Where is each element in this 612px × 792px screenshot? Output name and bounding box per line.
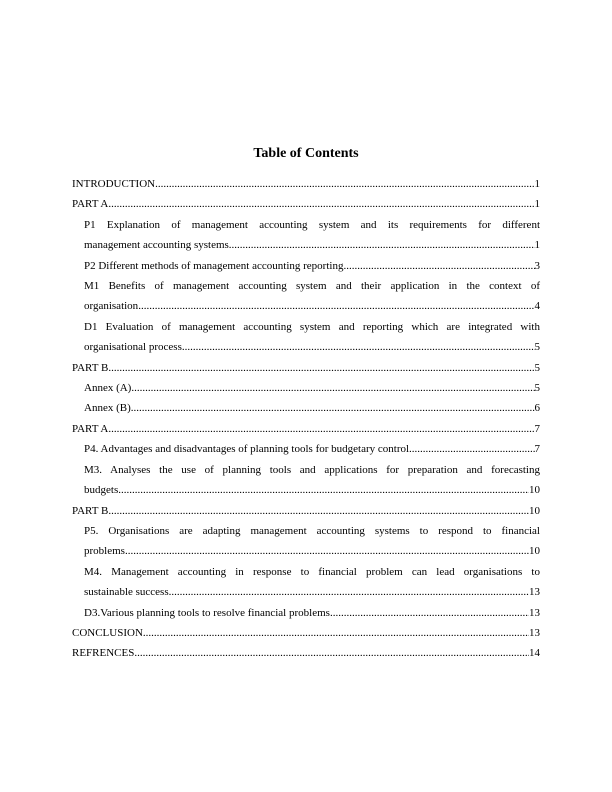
toc-entry[interactable] [72, 215, 540, 256]
toc-entry-text: management accounting systems [84, 239, 229, 252]
toc-entry[interactable] [72, 460, 540, 501]
toc-entry-text: INTRODUCTION [72, 178, 156, 190]
toc-entry-text-first-line: M1 Benefits of management accounting system and their application in the context of [84, 280, 540, 293]
toc-page-number: 4 [534, 300, 540, 313]
toc-entry[interactable] [72, 623, 540, 643]
toc-entry[interactable] [72, 643, 540, 663]
toc-entry[interactable] [72, 276, 540, 317]
toc-entry-text-first-line: P5. Organisations are adapting management accounting systems to respond to financial [84, 524, 540, 537]
toc-dot-leader [182, 337, 535, 357]
toc-entry-text: P4. Advantages and disadvantages of planning tools for budgetary control [84, 443, 410, 456]
toc-entry[interactable] [72, 358, 540, 378]
toc-entry-text: sustainable success [84, 586, 169, 599]
toc-entry[interactable] [72, 521, 540, 562]
toc-dot-leader [131, 398, 535, 418]
toc-page-number: 13 [529, 626, 540, 639]
toc-page-number: 5 [534, 382, 540, 395]
toc-dot-leader [229, 235, 535, 255]
toc-page-number: 5 [534, 341, 540, 354]
toc-dot-leader [108, 194, 534, 214]
toc-dot-leader [155, 174, 534, 194]
toc-page-number: 13 [529, 586, 540, 599]
toc-dot-leader [169, 582, 529, 602]
toc-entry[interactable] [72, 603, 540, 623]
toc-entry-text: Annex (A) [84, 382, 132, 395]
toc-page-number: 1 [534, 178, 540, 190]
toc-entry[interactable] [72, 562, 540, 603]
toc-dot-leader [108, 501, 529, 521]
toc-entry-text-first-line: M3. Analyses the use of planning tools and applications for preparation and forecasting [84, 463, 540, 476]
toc-dot-leader [134, 643, 529, 663]
toc-entry-text: problems [84, 545, 125, 558]
toc-entry-text: organisation [84, 300, 139, 313]
toc-entry-text: budgets [84, 484, 119, 497]
toc-entry-text: PART A [72, 198, 109, 211]
toc-dot-leader [118, 480, 529, 500]
toc-entry[interactable] [72, 194, 540, 214]
toc-entry-text: Annex (B) [84, 402, 131, 415]
toc-dot-leader [138, 296, 534, 316]
toc-entry[interactable] [72, 398, 540, 418]
toc-page-number: 10 [529, 504, 540, 517]
toc-dot-leader [143, 623, 529, 643]
toc-entry-text: organisational process [84, 341, 182, 354]
toc-title: Table of Contents [253, 146, 359, 161]
toc-entry-text: REFRENCES [72, 647, 135, 660]
toc-page-number: 5 [534, 361, 540, 374]
toc-entry[interactable] [72, 439, 540, 459]
toc-entry-text-first-line: M4. Management accounting in response to financial problem can lead organisations to [84, 565, 540, 578]
toc-entry[interactable] [72, 174, 540, 194]
toc-page-number: 7 [534, 422, 540, 435]
toc-page-number: 1 [534, 198, 540, 211]
toc-entry-text: CONCLUSION [72, 626, 143, 639]
toc-page-number: 10 [529, 484, 540, 497]
toc-dot-leader [125, 541, 529, 561]
toc-entry[interactable] [72, 317, 540, 358]
toc-entry-text-first-line: P1 Explanation of management accounting system and its requirements for different [84, 218, 540, 231]
toc-entry[interactable] [72, 501, 540, 521]
toc-page-number: 1 [534, 239, 540, 252]
toc-page-number: 6 [534, 402, 540, 415]
toc-entry-text-first-line: D1 Evaluation of management accounting system and reporting which are integrated with [84, 320, 540, 333]
toc-entry-text: PART B [72, 361, 109, 374]
toc-entry[interactable] [72, 419, 540, 439]
toc-entry-text: D3.Various planning tools to resolve financial problems [84, 606, 330, 619]
toc-dot-leader [108, 358, 534, 378]
toc-page-number: 13 [529, 606, 540, 619]
toc-page-number: 14 [529, 647, 540, 660]
toc-page-number: 10 [529, 545, 540, 558]
toc-entry-text: PART A [72, 422, 109, 435]
toc-entry[interactable] [72, 378, 540, 398]
toc-dot-leader [343, 256, 534, 276]
toc-entry-text: P2 Different methods of management accounting reporting [84, 259, 344, 272]
toc-entry-text: PART B [72, 504, 109, 517]
table-of-contents [72, 174, 540, 664]
toc-page-number: 7 [534, 443, 540, 456]
toc-dot-leader [409, 439, 534, 459]
toc-page-number: 3 [534, 259, 540, 272]
toc-dot-leader [330, 603, 529, 623]
toc-dot-leader [131, 378, 534, 398]
toc-dot-leader [108, 419, 534, 439]
toc-entry[interactable] [72, 256, 540, 276]
